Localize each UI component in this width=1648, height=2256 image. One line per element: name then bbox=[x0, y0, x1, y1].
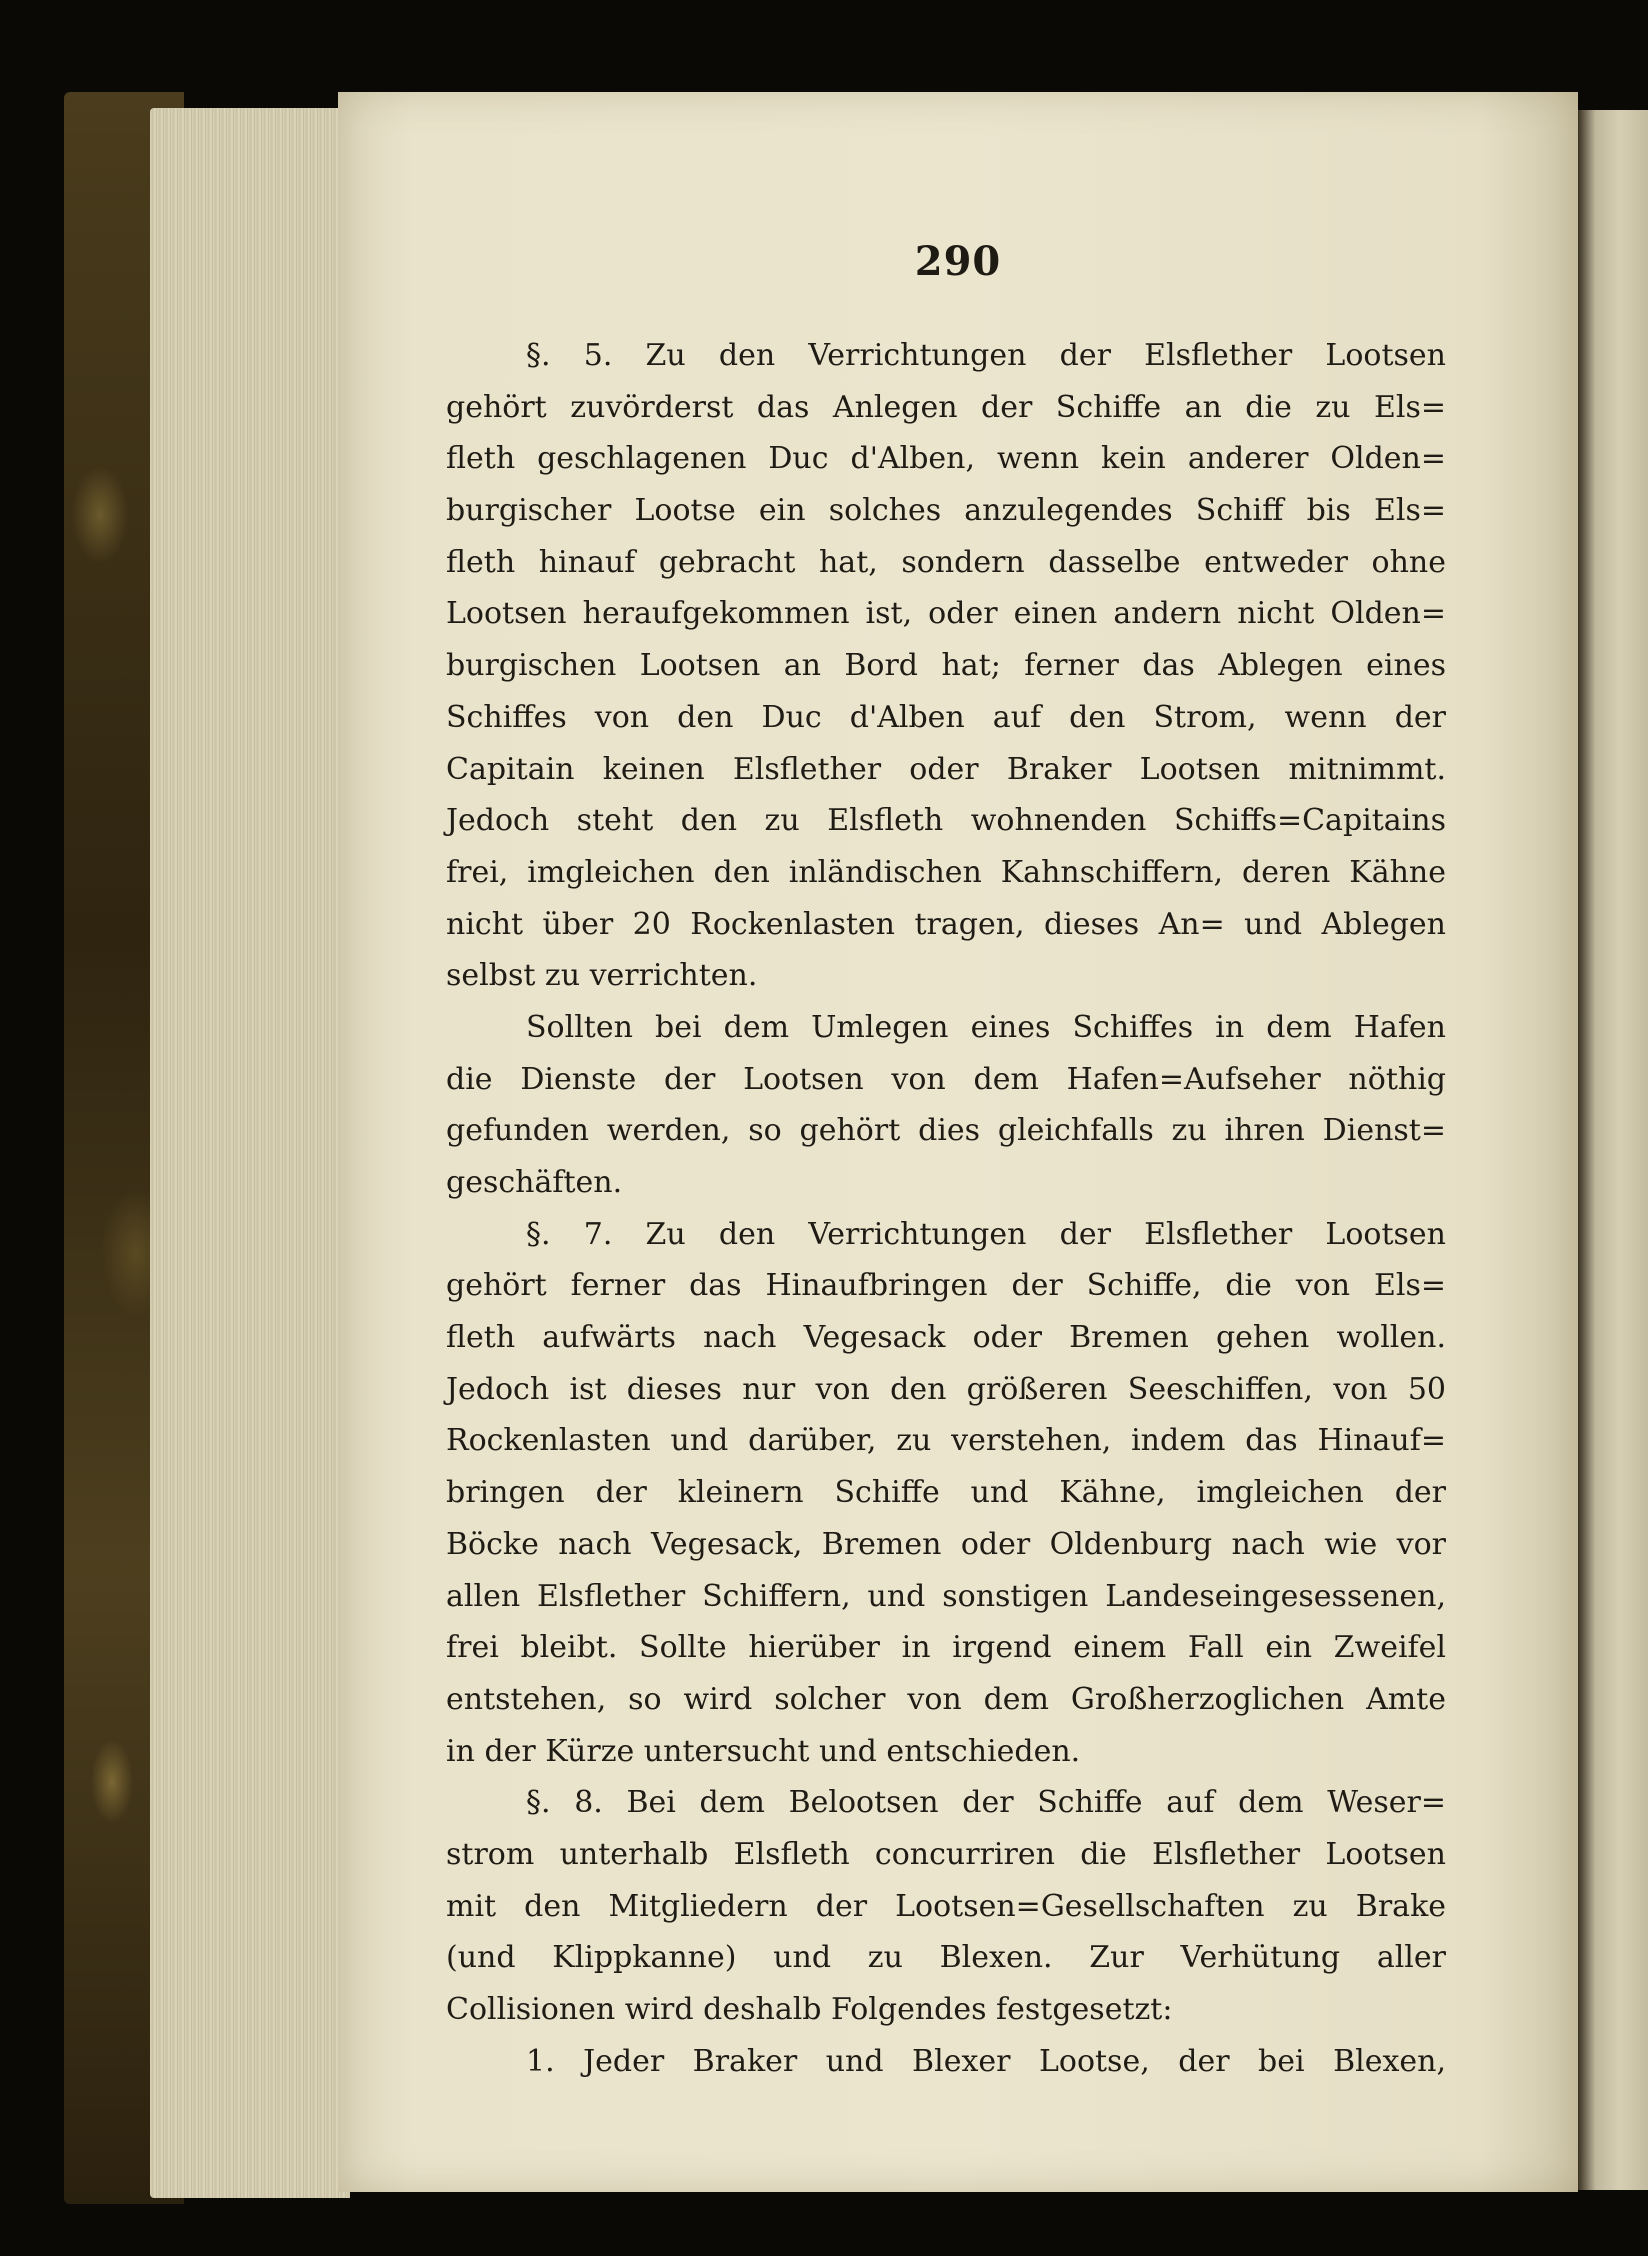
text-line: gehört ferner das Hinaufbringen der Schiffe, die von Els= bbox=[446, 1268, 1446, 1304]
text-line: Collisionen wird deshalb Folgendes festgesetzt: bbox=[446, 1992, 1173, 2027]
text-line: Rockenlasten und darüber, zu verstehen, indem das Hinauf= bbox=[446, 1423, 1446, 1459]
text-line: burgischen Lootsen an Bord hat; ferner das Ablegen eines bbox=[446, 648, 1446, 684]
text-line: (und Klippkanne) und zu Blexen. Zur Verhütung aller bbox=[446, 1940, 1446, 1976]
body-text bbox=[446, 330, 1446, 2087]
text-line: frei bleibt. Sollte hierüber in irgend einem Fall ein Zweifel bbox=[446, 1630, 1446, 1666]
text-line: strom unterhalb Elsfleth concurriren die Elsflether Lootsen bbox=[446, 1836, 1446, 1872]
text-line: §. 7. Zu den Verrichtungen der Elsflether Lootsen bbox=[526, 1216, 1446, 1252]
text-line: Jedoch steht den zu Elsfleth wohnenden Schiffs=Capitains bbox=[446, 803, 1446, 839]
text-line: burgischer Lootse ein solches anzulegendes Schiff bis Els= bbox=[446, 493, 1446, 529]
text-line: frei, imgleichen den inländischen Kahnschiffern, deren Kähne bbox=[446, 854, 1446, 890]
text-line: mit den Mitgliedern der Lootsen=Gesellschaften zu Brake bbox=[446, 1888, 1446, 1924]
text-line: allen Elsflether Schiffern, und sonstigen Landeseingesessenen, bbox=[446, 1578, 1446, 1614]
text-line: Capitain keinen Elsflether oder Braker Lootsen mitnimmt. bbox=[446, 751, 1446, 787]
text-line: bringen der kleinern Schiffe und Kähne, imgleichen der bbox=[446, 1475, 1446, 1511]
text-line: Jedoch ist dieses nur von den größeren Seeschiffen, von 50 bbox=[446, 1371, 1446, 1407]
text-line: gehört zuvörderst das Anlegen der Schiffe an die zu Els= bbox=[446, 389, 1446, 425]
text-line: selbst zu verrichten. bbox=[446, 958, 758, 994]
text-line: Böcke nach Vegesack, Bremen oder Oldenburg nach wie vor bbox=[446, 1526, 1446, 1562]
text-line: fleth geschlagenen Duc d'Alben, wenn kein anderer Olden= bbox=[446, 441, 1446, 477]
text-line: in der Kürze untersucht und entschieden. bbox=[446, 1733, 1081, 1769]
facing-page-edge bbox=[1578, 110, 1648, 2190]
text-line: Lootsen heraufgekommen ist, oder einen andern nicht Olden= bbox=[446, 596, 1446, 632]
text-line: geschäften. bbox=[446, 1165, 623, 1200]
text-line: §. 8. Bei dem Belootsen der Schiffe auf dem Weser= bbox=[526, 1785, 1446, 1821]
text-line: nicht über 20 Rockenlasten tragen, dieses An= und Ablegen bbox=[446, 906, 1446, 942]
text-line: Schiffes von den Duc d'Alben auf den Strom, wenn der bbox=[446, 699, 1446, 735]
page-number: 290 bbox=[914, 238, 1002, 285]
text-line: die Dienste der Lootsen von dem Hafen=Aufseher nöthig bbox=[446, 1061, 1446, 1097]
text-line: gefunden werden, so gehört dies gleichfalls zu ihren Dienst= bbox=[446, 1113, 1446, 1149]
text-line: fleth hinauf gebracht hat, sondern dasselbe entweder ohne bbox=[446, 544, 1446, 580]
page-edges bbox=[150, 108, 350, 2198]
book-page bbox=[338, 92, 1578, 2192]
text-line: 1. Jeder Braker und Blexer Lootse, der bei Blexen, bbox=[526, 2043, 1446, 2079]
text-line: fleth aufwärts nach Vegesack oder Bremen gehen wollen. bbox=[446, 1320, 1446, 1356]
text-line: §. 5. Zu den Verrichtungen der Elsflether Lootsen bbox=[526, 338, 1446, 373]
text-line: Sollten bei dem Umlegen eines Schiffes in dem Hafen bbox=[526, 1009, 1446, 1045]
text-line: entstehen, so wird solcher von dem Großherzoglichen Amte bbox=[446, 1681, 1446, 1717]
